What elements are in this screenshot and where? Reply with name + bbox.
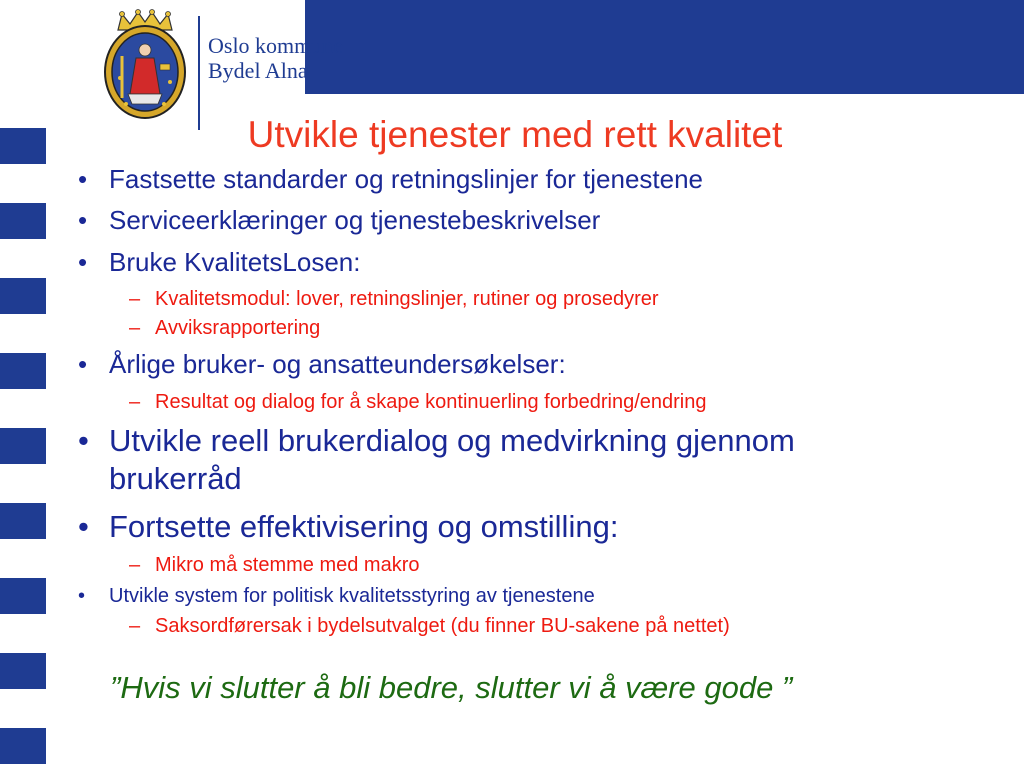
bullet-marker: • [78, 585, 86, 607]
list-item-text: brukerråd [109, 461, 242, 496]
closing-quote: ”Hvis vi slutter å bli bedre, slutter vi å være gode ” [110, 670, 793, 705]
decorative-square [0, 278, 46, 314]
list-item-text: Utvikle reell brukerdialog og medvirkning gjennom [109, 423, 795, 458]
decorative-square [0, 728, 46, 764]
list-item-text: Mikro må stemme med makro [155, 554, 420, 576]
list-item-text: Bruke KvalitetsLosen: [109, 247, 361, 277]
decorative-square [0, 503, 46, 539]
dash-marker: – [129, 317, 141, 339]
list-item-text: Utvikle system for politisk kvalitetsstyring av tjenestene [109, 585, 595, 607]
bullet-marker: • [78, 509, 89, 544]
list-item-text: Serviceerklæringer og tjenestebeskrivelser [109, 205, 601, 235]
list-item-text: Fortsette effektivisering og omstilling: [109, 509, 619, 544]
slide-title: Utvikle tjenester med rett kvalitet [247, 114, 783, 155]
list-item-text: Saksordførersak i bydelsutvalget (du finner BU-sakene på nettet) [155, 615, 730, 637]
decorative-square [0, 578, 46, 614]
decorative-square [0, 128, 46, 164]
dash-marker: – [129, 554, 141, 576]
list-item-text: Resultat og dialog for å skape kontinuerling forbedring/endring [155, 391, 707, 413]
decorative-square [0, 203, 46, 239]
bullet-marker: • [78, 423, 89, 458]
org-name: Oslo kommune [208, 33, 344, 58]
bullet-marker: • [78, 205, 88, 235]
decorative-square [0, 653, 46, 689]
list-item-text: Fastsette standarder og retningslinjer for tjenestene [109, 164, 704, 194]
bullet-marker: • [78, 349, 88, 379]
list-item-text: Årlige bruker- og ansatteundersøkelser: [109, 349, 566, 379]
list-item-text: Kvalitetsmodul: lover, retningslinjer, rutiner og prosedyrer [155, 288, 659, 310]
bullet-marker: • [78, 247, 88, 277]
dash-marker: – [129, 288, 141, 310]
oslo-coat-of-arms-icon [100, 8, 190, 123]
dash-marker: – [129, 615, 141, 637]
dash-marker: – [129, 391, 141, 413]
org-unit: Bydel Alna [208, 58, 308, 83]
decorative-square [0, 428, 46, 464]
bullet-marker: • [78, 164, 88, 194]
header-divider [198, 16, 200, 130]
decorative-square [0, 353, 46, 389]
list-item-text: Avviksrapportering [155, 317, 321, 339]
